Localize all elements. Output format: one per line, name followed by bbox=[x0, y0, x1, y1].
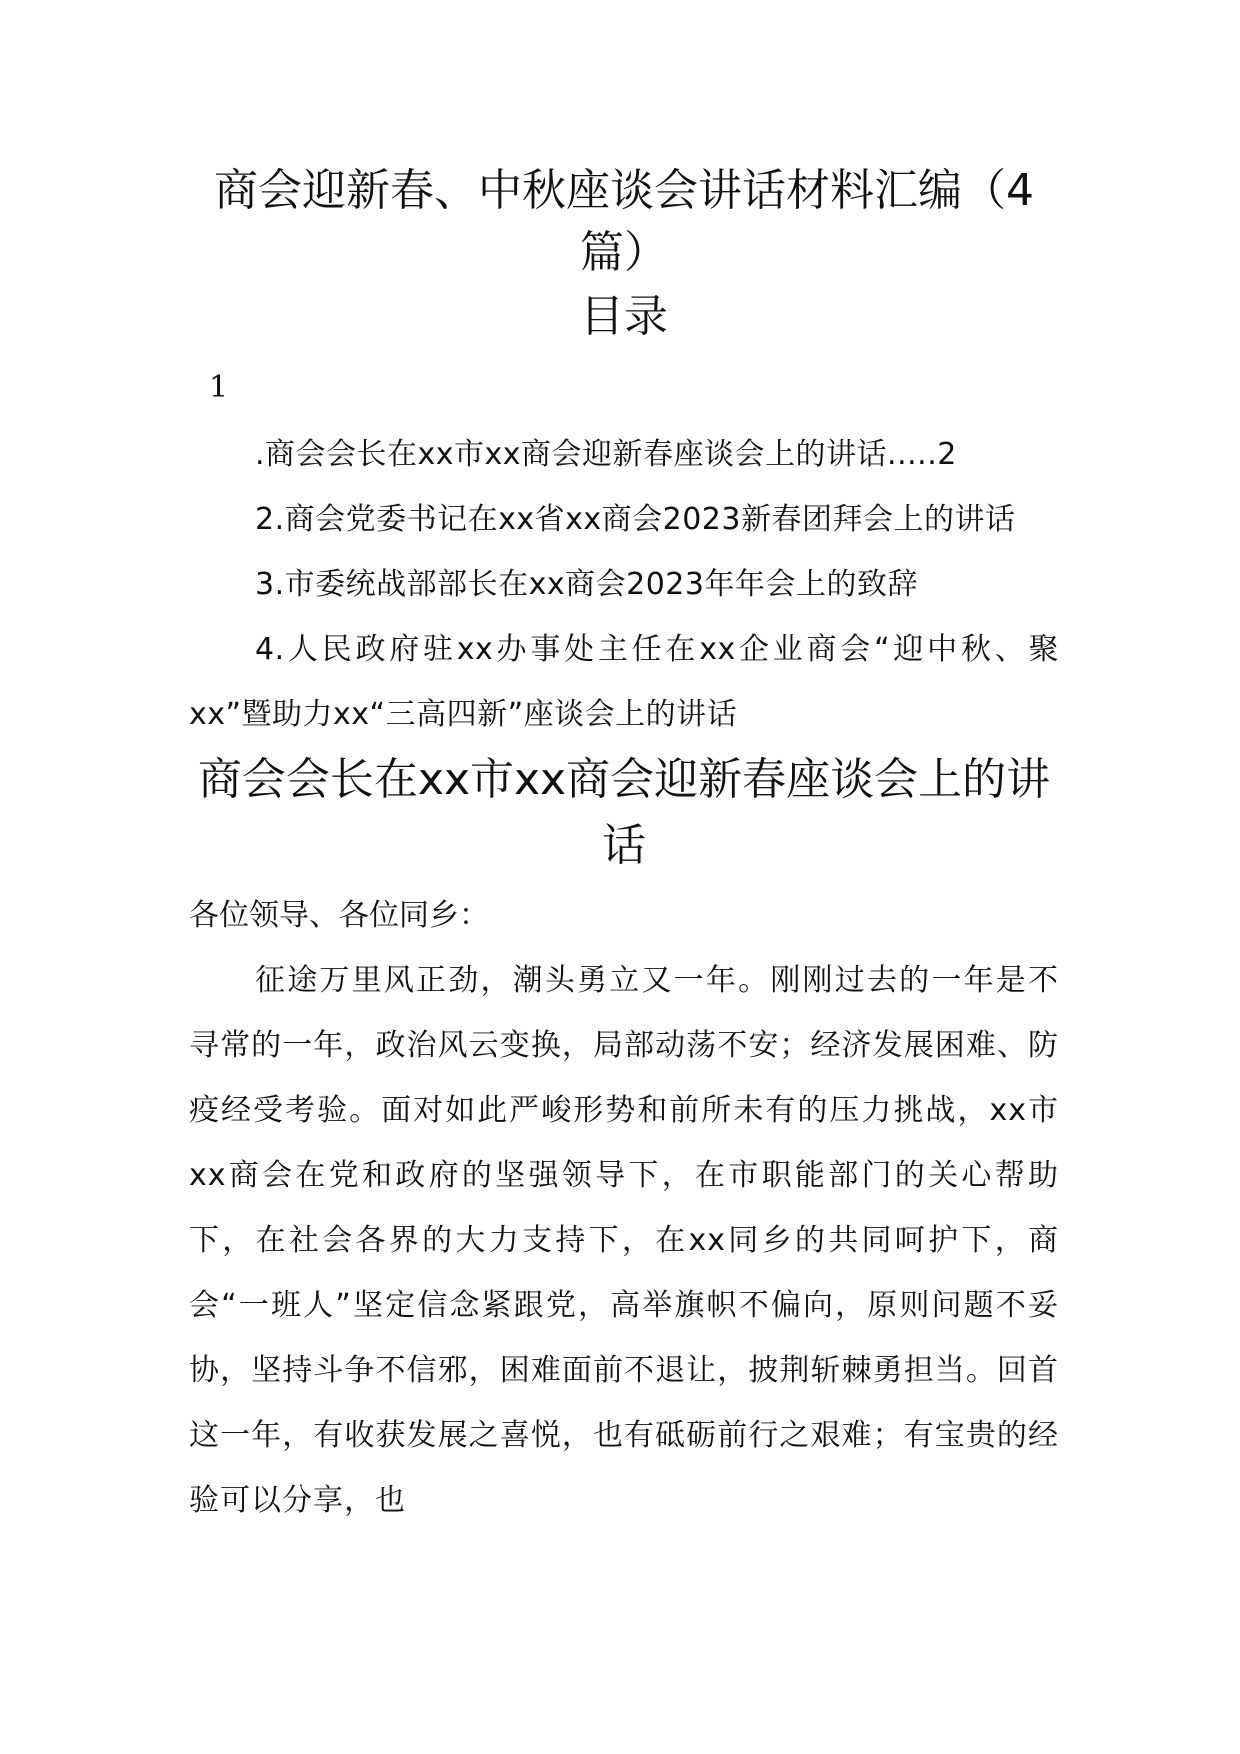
salutation: 各位领导、各位同乡： bbox=[189, 898, 489, 933]
toc-item-1: .商会会长在xx市xx商会迎新春座谈会上的讲话.....2 bbox=[255, 437, 957, 472]
toc-item-3: 3.市委统战部部长在xx商会2023年年会上的致辞 bbox=[255, 567, 918, 602]
table-of-contents bbox=[189, 422, 1059, 747]
document-body bbox=[189, 160, 1059, 1533]
section-title: 商会会长在xx市xx商会迎新春座谈会上的讲话 bbox=[197, 754, 1051, 871]
toc-number: 1 bbox=[209, 370, 229, 405]
toc-item-2: 2.商会党委书记在xx省xx商会2023新春团拜会上的讲话 bbox=[255, 502, 1016, 537]
body-paragraph: 征途万里风正劲，潮头勇立又一年。刚刚过去的一年是不寻常的一年，政治风云变换，局部动荡不安；经济发展困难、防疫经受考验。面对如此严峻形势和前所未有的压力挑战，xx市xx商会在党和政府的坚强领导下，在市职能部门的关心帮助下，在社会各界的大力支持下，在xx同乡的共同呵护下，商会“一班人”坚定信念紧跟党，高举旗帜不偏向，原则问题不妥协，坚持斗争不信邪，困难面前不退让，披荆斩棘勇担当。回首这一年，有收获发展之喜悦，也有砥砺前行之艰难；有宝贵的经验可以分享，也 bbox=[189, 963, 1059, 1518]
toc-heading: 目录 bbox=[580, 291, 668, 342]
document-title: 商会迎新春、中秋座谈会讲话材料汇编（4篇） bbox=[214, 165, 1034, 278]
toc-item-4: 4.人民政府驻xx办事处主任在xx企业商会“迎中秋、聚xx”暨助力xx“三高四新”座谈会上的讲话 bbox=[189, 632, 1059, 732]
